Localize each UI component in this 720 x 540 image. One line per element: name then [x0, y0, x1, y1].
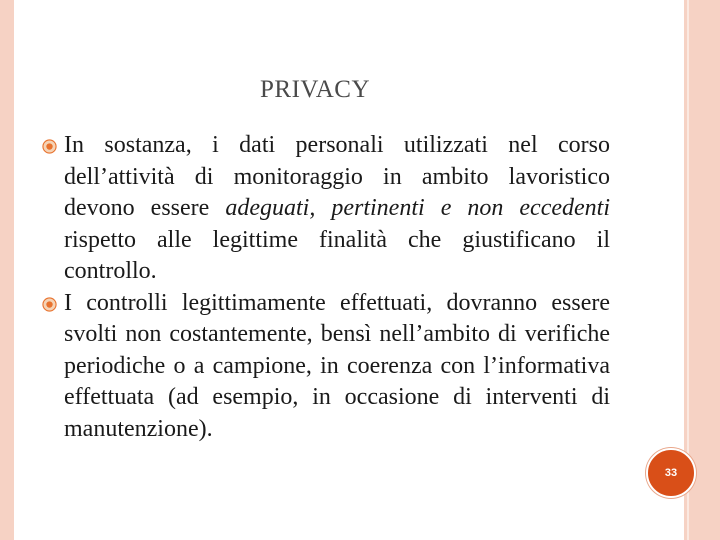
slide-title: PRIVACY	[260, 76, 371, 103]
bullet-1-emphasis: adeguati, pertinenti e non eccedenti	[225, 195, 611, 221]
bullet-item-1	[64, 130, 610, 288]
bullet-list	[64, 130, 610, 445]
bullet-1-text-end: rispetto alle legittime finalità che giustificano il controllo.	[64, 226, 610, 284]
bullet-2-text: I controlli legittimamente effettuati, dovranno essere svolti non costantemente, bensì nell’ambito di verifiche periodiche o a campione, in coerenza con l’informativa effettuata (ad esempio, in occasione di interventi di manutenzione).	[64, 289, 610, 442]
bullet-item-2	[64, 288, 610, 446]
page-number-badge: 33	[646, 448, 696, 498]
bullet-1-text: In sostanza, i dati personali utilizzati nel corso dell’attività di monitoraggio in ambito lavoristico devono essere	[64, 132, 610, 221]
bullet-icon	[42, 139, 57, 154]
bullet-icon	[42, 297, 57, 312]
left-border-band	[0, 0, 14, 540]
